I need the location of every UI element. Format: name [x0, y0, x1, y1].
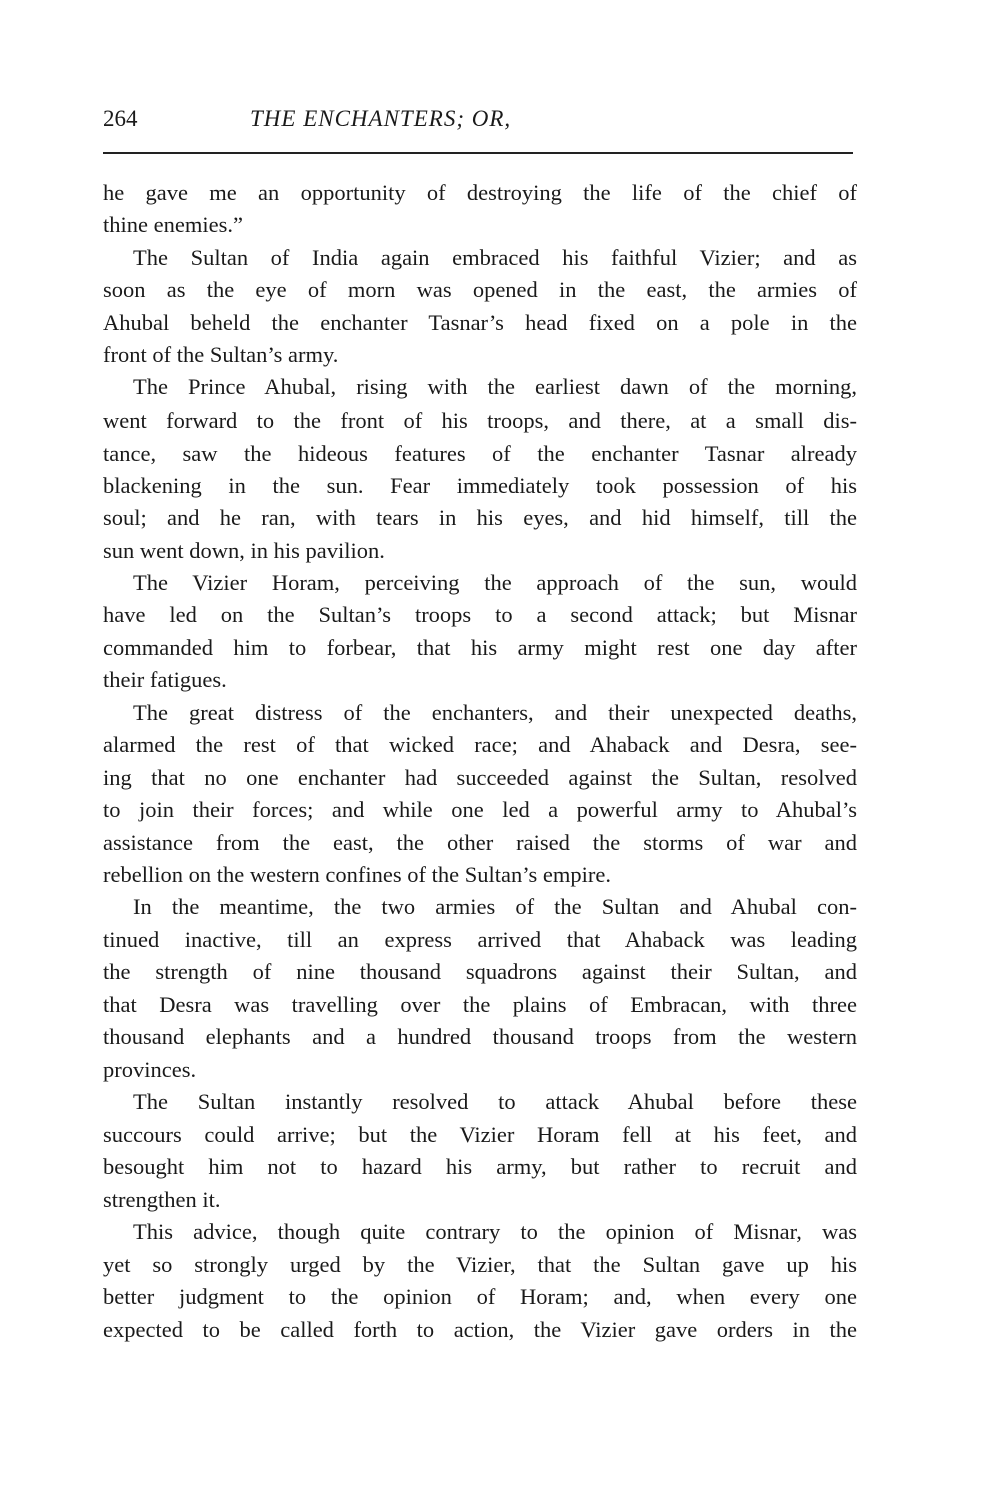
text-line: soon as the eye of morn was opened in the east, the armies of — [103, 277, 857, 302]
text-line: tinued inactive, till an express arrived that Ahaback was leading — [103, 927, 857, 952]
text-line: assistance from the east, the other raised the storms of war and — [103, 830, 857, 855]
text-line: ing that no one enchanter had succeeded against the Sultan, resolved — [103, 765, 857, 790]
text-line: front of the Sultan’s army. — [103, 342, 339, 367]
page-number: 264 — [103, 106, 138, 131]
text-line: The Prince Ahubal, rising with the earliest dawn of the morning, — [133, 374, 857, 399]
text-line: soul; and he ran, with tears in his eyes, and hid himself, till the — [103, 505, 857, 530]
text-line: succours could arrive; but the Vizier Horam fell at his feet, and — [103, 1122, 857, 1147]
text-line: thine enemies.” — [103, 212, 243, 237]
text-line: The Sultan instantly resolved to attack Ahubal before these — [133, 1089, 857, 1114]
text-line: expected to be called forth to action, the Vizier gave orders in the — [103, 1317, 857, 1342]
text-line: the strength of nine thousand squadrons against their Sultan, and — [103, 959, 857, 984]
text-line: to join their forces; and while one led a powerful army to Ahubal’s — [103, 797, 857, 822]
header-rule — [103, 152, 853, 154]
text-line: besought him not to hazard his army, but rather to recruit and — [103, 1154, 857, 1179]
text-line: that Desra was travelling over the plains of Embracan, with three — [103, 992, 857, 1017]
text-line: have led on the Sultan’s troops to a second attack; but Misnar — [103, 602, 857, 627]
text-line: The Sultan of India again embraced his faithful Vizier; and as — [133, 245, 857, 270]
text-line: This advice, though quite contrary to the opinion of Misnar, was — [133, 1219, 857, 1244]
running-title: THE ENCHANTERS; OR, — [250, 106, 512, 131]
text-line: strengthen it. — [103, 1187, 221, 1212]
text-line: The Vizier Horam, perceiving the approach of the sun, would — [133, 570, 857, 595]
text-line: commanded him to forbear, that his army might rest one day after — [103, 635, 857, 660]
text-line: tance, saw the hideous features of the enchanter Tasnar already — [103, 441, 857, 466]
text-line: The great distress of the enchanters, and their unexpected deaths, — [133, 700, 857, 725]
text-line: alarmed the rest of that wicked race; and Ahaback and Desra, see- — [103, 732, 857, 757]
text-line: blackening in the sun. Fear immediately took possession of his — [103, 473, 857, 498]
text-line: Ahubal beheld the enchanter Tasnar’s head fixed on a pole in the — [103, 310, 857, 335]
text-line: provinces. — [103, 1057, 197, 1082]
text-line: went forward to the front of his troops, and there, at a small dis- — [103, 408, 857, 433]
text-line: better judgment to the opinion of Horam; and, when every one — [103, 1284, 857, 1309]
text-line: sun went down, in his pavilion. — [103, 538, 385, 563]
text-line: their fatigues. — [103, 667, 227, 692]
text-line: yet so strongly urged by the Vizier, that the Sultan gave up his — [103, 1252, 857, 1277]
text-line: thousand elephants and a hundred thousand troops from the western — [103, 1024, 857, 1049]
text-line: rebellion on the western confines of the Sultan’s empire. — [103, 862, 611, 887]
text-line: In the meantime, the two armies of the Sultan and Ahubal con- — [133, 894, 857, 919]
text-line: he gave me an opportunity of destroying the life of the chief of — [103, 180, 857, 205]
